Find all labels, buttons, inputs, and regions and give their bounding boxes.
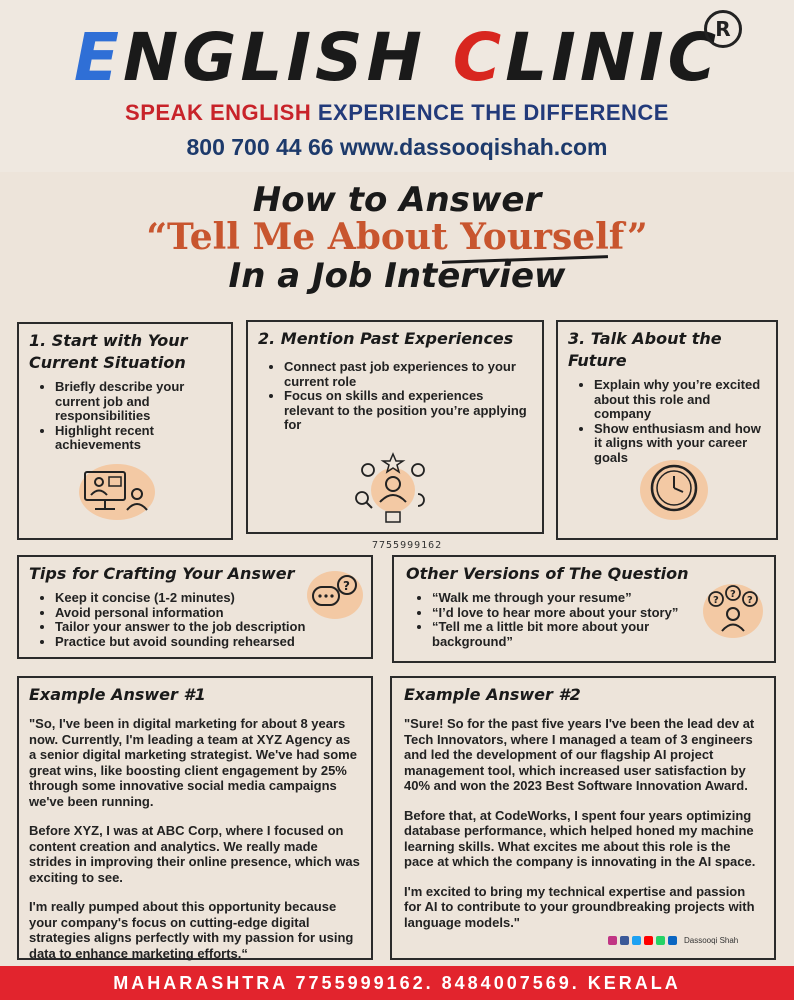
brand-initial-c: C <box>452 19 506 96</box>
example-1-paragraph: "So, I've been in digital marketing for about 8 years now. Currently, I'm leading a team at XYZ Agency as a senior digital marketing strategist. We've had some great wins, like boosting client engagement by 25% through some innovative social media campaigns we've been running. <box>29 716 357 809</box>
title-line-3: In a Job Interview <box>228 256 566 296</box>
list-item: • Connect past job experiences to your current role <box>284 360 532 389</box>
tips-heading: Tips for Crafting Your Answer <box>29 564 295 583</box>
section-1-heading-a: 1. Start with Your <box>29 331 188 350</box>
section-3-heading-b: Future <box>568 351 627 370</box>
brand-word-clinic: LINIC <box>505 19 721 96</box>
linkedin-icon[interactable] <box>668 936 677 945</box>
footer-text: MAHARASHTRA 7755999162. 8484007569. KERALA <box>113 973 681 993</box>
facebook-icon[interactable] <box>620 936 629 945</box>
section-1-heading-b: Current Situation <box>29 353 186 372</box>
section-example-2 <box>390 676 776 960</box>
youtube-icon[interactable] <box>644 936 653 945</box>
example-2-paragraph: "Sure! So for the past five years I've been the lead dev at Tech Innovators, where I managed a team of 3 engineers and led the development of our flagship AI project management tool, which increased user satisfaction by 40% and won the 2023 Best Software Innovation Award. <box>404 716 755 793</box>
list-item: • Highlight recent achievements <box>55 424 221 453</box>
watermark-phone: 7755999162 <box>372 540 443 551</box>
list-item: • Explain why you’re excited about this role and company <box>594 378 766 422</box>
section-past-experiences <box>246 320 544 534</box>
registered-trademark-icon: R <box>704 10 742 48</box>
example-2-paragraph: Before that, at CodeWorks, I spent four years optimizing database performance, which helped honed my machine learning skills. What excites me about this role is the pace at which the company is innovating in the AI space. <box>404 807 756 869</box>
list-item: • “I’d love to hear more about your story” <box>432 606 722 621</box>
tagline-red: SPEAK ENGLISH <box>125 100 312 125</box>
svg-text:?: ? <box>713 595 719 606</box>
list-item: • “Walk me through your resume” <box>432 591 722 606</box>
list-item: • Show enthusiasm and how it aligns with your career goals <box>594 422 766 466</box>
brand-word-english: NGLISH <box>123 19 453 96</box>
list-item: • Avoid personal information <box>55 606 361 621</box>
list-item: • Briefly describe your current job and responsibilities <box>55 380 221 424</box>
list-item: • Keep it concise (1-2 minutes) <box>55 591 361 606</box>
example-1-paragraph: Before XYZ, I was at ABC Corp, where I focused on content creation and analytics. We really made strides in improving their online presence, which was exciting to see. <box>29 823 360 885</box>
section-2-heading: 2. Mention Past Experiences <box>258 329 514 348</box>
clock-icon <box>634 452 714 522</box>
section-other-versions <box>392 555 776 663</box>
title-line-2: “Tell Me About Yourself” <box>146 216 648 258</box>
svg-text:?: ? <box>730 589 736 600</box>
chat-bubbles-icon <box>305 569 365 621</box>
versions-heading: Other Versions of The Question <box>406 564 689 583</box>
list-item: • Practice but avoid sounding rehearsed <box>55 635 361 650</box>
instagram-icon[interactable] <box>608 936 617 945</box>
brand-logo <box>0 19 794 96</box>
svg-text:?: ? <box>747 595 753 606</box>
footer-bar <box>0 966 794 1000</box>
tagline <box>0 100 794 126</box>
example-1-paragraph: I'm really pumped about this opportunity because your company's focus on cutting-edge digital strategies aligns perfectly with my passion for using data to enhance marketing efforts.“ <box>29 899 354 961</box>
contact-line: 800 700 44 66 www.dassooqishah.com <box>186 134 608 160</box>
section-tips <box>17 555 373 659</box>
section-example-1 <box>17 676 373 960</box>
whatsapp-icon[interactable] <box>656 936 665 945</box>
brand-initial-e: E <box>73 19 124 96</box>
section-3-heading-a: 3. Talk About the <box>568 329 722 348</box>
candidate-skills-icon <box>348 450 438 526</box>
section-future <box>556 320 778 540</box>
list-item: • Tailor your answer to the job description <box>55 620 361 635</box>
header-banner <box>0 0 794 172</box>
tagline-blue: EXPERIENCE THE DIFFERENCE <box>311 100 669 125</box>
people-questions-icon <box>700 581 766 641</box>
section-current-situation <box>17 322 233 540</box>
twitter-icon[interactable] <box>632 936 641 945</box>
example-1-heading: Example Answer #1 <box>29 685 206 704</box>
example-2-heading: Example Answer #2 <box>404 685 581 704</box>
list-item: • “Tell me a little bit more about your background” <box>432 620 722 649</box>
social-handle: Dassooqi Shah <box>684 936 739 945</box>
video-call-icon <box>77 462 157 522</box>
versions-list <box>406 591 722 649</box>
svg-text:?: ? <box>343 579 350 593</box>
section-2-list <box>258 360 532 433</box>
title-line-1: How to Answer <box>252 180 542 220</box>
section-1-list <box>29 380 221 453</box>
list-item: • Focus on skills and experiences relevant to the position you’re applying for <box>284 389 532 433</box>
social-icons-bar <box>608 936 738 945</box>
example-2-paragraph: I'm excited to bring my technical expertise and passion for AI to contribute to your groundbreaking projects with language models." <box>404 883 755 930</box>
